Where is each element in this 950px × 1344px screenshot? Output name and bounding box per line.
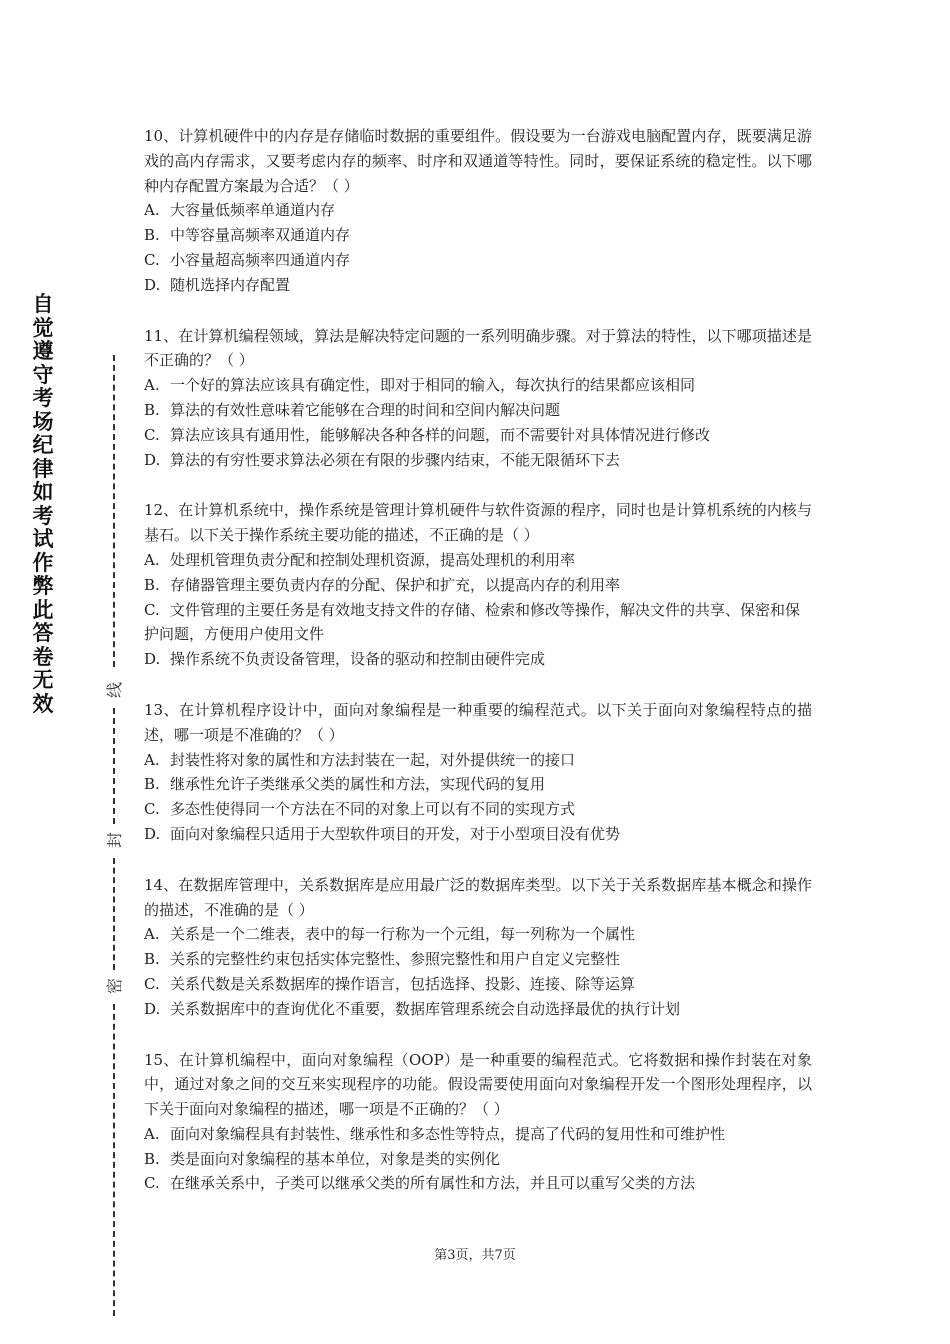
question-15 (144, 1048, 812, 1197)
option-text: 算法的有效性意味着它能够在合理的时间和空间内解决问题 (170, 400, 561, 419)
option-text: 关系的完整性约束包括实体完整性、参照完整性和用户自定义完整性 (170, 950, 621, 969)
binding-dashed-line (113, 1004, 115, 1316)
option-text: 关系数据库中的查询优化不重要，数据库管理系统会自动选择最优的执行计划 (170, 999, 681, 1018)
option-a (144, 198, 812, 223)
option-text: 封装性将对象的属性和方法封装在一起，对外提供统一的接口 (170, 750, 576, 769)
option-a (144, 748, 812, 773)
option-letter: C. (144, 250, 160, 269)
option-b (144, 573, 812, 598)
option-text: 中等容量高频率双通道内存 (170, 226, 351, 245)
seal-label-secret: 密 (105, 978, 124, 995)
option-text: 文件管理的主要任务是有效地支持文件的存储、检索和修改等操作，解决文件的共享、保密和保护问题，方便用户使用文件 (144, 600, 801, 644)
question-10 (144, 124, 812, 298)
question-stem: 14、在数据库管理中，关系数据库是应用最广泛的数据库类型。以下关于关系数据库基本概念和操作的描述，不准确的是（ ） (144, 875, 812, 919)
option-letter: A. (144, 376, 160, 395)
option-letter: A. (144, 925, 160, 944)
question-12 (144, 498, 812, 672)
option-d (144, 448, 812, 473)
option-letter: C. (144, 800, 160, 819)
option-c (144, 1171, 812, 1196)
option-b (144, 947, 812, 972)
option-letter: B. (144, 775, 160, 794)
option-c (144, 598, 812, 648)
option-letter: C. (144, 600, 160, 619)
option-letter: C. (144, 974, 160, 993)
option-text: 处理机管理负责分配和控制处理机资源，提高处理机的利用率 (170, 550, 576, 569)
option-letter: D. (144, 650, 161, 669)
option-letter: B. (144, 950, 160, 969)
option-text: 一个好的算法应该具有确定性，即对于相同的输入，每次执行的结果都应该相同 (170, 376, 696, 395)
option-d (144, 997, 812, 1022)
option-c (144, 248, 812, 273)
option-a (144, 373, 812, 398)
option-letter: C. (144, 425, 160, 444)
option-d (144, 822, 812, 847)
option-letter: B. (144, 1149, 160, 1168)
binding-dashed-line (113, 355, 115, 667)
question-11 (144, 324, 812, 473)
option-text: 继承性允许子类继承父类的属性和方法，实现代码的复用 (170, 775, 546, 794)
option-c (144, 797, 812, 822)
question-stem: 15、在计算机编程中，面向对象编程（OOP）是一种重要的编程范式。它将数据和操作封装在对象中，通过对象之间的交互来实现程序的功能。假设需要使用面向对象编程开发一个图形处理程序，以下关于面向对象编程的描述，哪一项是不正确的？（ ） (144, 1050, 812, 1119)
exam-discipline-notice (30, 293, 56, 716)
question-stem: 10、计算机硬件中的内存是存储临时数据的重要组件。假设要为一台游戏电脑配置内存，既要满足游戏的高内存需求，又要考虑内存的频率、时序和双通道等特性。同时，要保证系统的稳定性。以下哪种内存配置方案最为合适？（ ） (144, 127, 812, 195)
option-letter: A. (144, 750, 160, 769)
question-stem: 11、在计算机编程领域，算法是解决特定问题的一系列明确步骤。对于算法的特性，以下哪项描述是不正确的？（ ） (144, 326, 812, 370)
option-text: 关系是一个二维表，表中的每一行称为一个元组，每一列称为一个属性 (170, 925, 636, 944)
question-stem: 13、在计算机程序设计中，面向对象编程是一种重要的编程范式。以下关于面向对象编程特点的描述，哪一项是不准确的？（ ） (144, 700, 812, 744)
option-b (144, 398, 812, 423)
option-d (144, 647, 812, 672)
option-b (144, 772, 812, 797)
question-13 (144, 698, 812, 847)
option-c (144, 423, 812, 448)
option-text: 操作系统不负责设备管理，设备的驱动和控制由硬件完成 (170, 650, 546, 669)
option-text: 在继承关系中，子类可以继承父类的所有属性和方法，并且可以重写父类的方法 (170, 1174, 696, 1193)
option-text: 面向对象编程具有封装性、继承性和多态性等特点，提高了代码的复用性和可维护性 (170, 1124, 726, 1143)
option-text: 关系代数是关系数据库的操作语言，包括选择、投影、连接、除等运算 (170, 974, 636, 993)
option-letter: B. (144, 400, 160, 419)
option-letter: D. (144, 824, 161, 843)
option-letter: B. (144, 226, 160, 245)
option-text: 小容量超高频率四通道内存 (170, 250, 351, 269)
option-text: 多态性使得同一个方法在不同的对象上可以有不同的实现方式 (170, 800, 576, 819)
option-letter: B. (144, 575, 160, 594)
option-letter: C. (144, 1174, 160, 1193)
option-letter: A. (144, 550, 160, 569)
question-stem: 12、在计算机系统中，操作系统是管理计算机硬件与软件资源的程序，同时也是计算机系统的内核与基石。以下关于操作系统主要功能的描述，不正确的是（ ） (144, 501, 812, 545)
page-number: 第3页，共7页 (434, 1248, 516, 1263)
option-text: 类是面向对象编程的基本单位，对象是类的实例化 (170, 1149, 501, 1168)
side-notice-text: 自觉遵守考场纪律如考试作弊此答卷无效 (32, 292, 54, 716)
binding-dashed-line (113, 708, 115, 824)
option-text: 大容量低频率单通道内存 (170, 201, 336, 220)
option-b (144, 1147, 812, 1172)
option-a (144, 922, 812, 947)
option-letter: A. (144, 1124, 160, 1143)
option-text: 随机选择内存配置 (170, 275, 291, 294)
option-text: 存储器管理主要负责内存的分配、保护和扩充，以提高内存的利用率 (170, 575, 621, 594)
option-d (144, 273, 812, 298)
binding-dashed-line (113, 858, 115, 970)
option-text: 算法应该具有通用性，能够解决各种各样的问题，而不需要针对具体情况进行修改 (170, 425, 711, 444)
option-letter: D. (144, 999, 161, 1018)
seal-label-line: 线 (105, 682, 124, 699)
option-b (144, 223, 812, 248)
option-text: 面向对象编程只适用于大型软件项目的开发，对于小型项目没有优势 (170, 824, 621, 843)
option-letter: D. (144, 275, 161, 294)
option-a (144, 548, 812, 573)
option-letter: D. (144, 450, 161, 469)
option-a (144, 1122, 812, 1147)
question-list (144, 124, 812, 1222)
question-14 (144, 873, 812, 1022)
option-letter: A. (144, 201, 160, 220)
seal-label-seal: 封 (105, 832, 124, 849)
option-text: 算法的有穷性要求算法必须在有限的步骤内结束，不能无限循环下去 (170, 450, 621, 469)
option-c (144, 972, 812, 997)
